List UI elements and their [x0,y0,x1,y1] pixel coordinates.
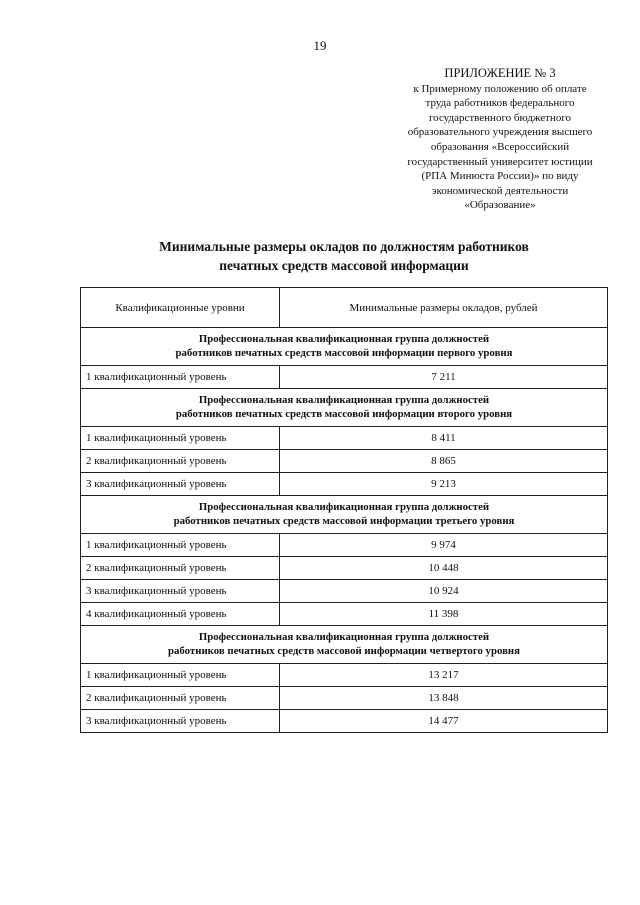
group-header [81,496,608,534]
table-row [81,473,608,496]
level-cell: 2 квалификационный уровень [81,687,280,710]
table-row [81,450,608,473]
salary-cell: 10 448 [280,557,608,580]
table-row [81,427,608,450]
table-row [81,580,608,603]
header-salary: Минимальные размеры окладов, рублей [280,288,608,328]
level-cell: 1 квалификационный уровень [81,534,280,557]
document-title-line: Минимальные размеры окладов по должностям работников [159,239,529,254]
group-header-line: Профессиональная квалификационная группа должностей [198,394,490,406]
salary-table [80,287,608,733]
salary-cell: 7 211 [280,366,608,389]
level-cell: 1 квалификационный уровень [81,427,280,450]
level-cell: 4 квалификационный уровень [81,603,280,626]
group-header-row [81,496,608,534]
group-header-row [81,626,608,664]
level-cell: 2 квалификационный уровень [81,450,280,473]
appendix-line: «Образование» [464,199,536,212]
group-header [81,328,608,366]
group-header [81,389,608,427]
table-row [81,557,608,580]
table-row [81,603,608,626]
salary-cell: 8 411 [280,427,608,450]
level-cell: 3 квалификационный уровень [81,580,280,603]
salary-cell: 9 213 [280,473,608,496]
level-cell: 1 квалификационный уровень [81,366,280,389]
salary-cell: 8 865 [280,450,608,473]
salary-cell: 13 217 [280,664,608,687]
appendix-title: ПРИЛОЖЕНИЕ № 3 [444,66,556,80]
level-cell: 1 квалификационный уровень [81,664,280,687]
group-header-line: работников печатных средств массовой информации второго уровня [175,408,513,420]
table-header-row [81,288,608,328]
group-header-line: работников печатных средств массовой информации третьего уровня [173,515,515,527]
table-row [81,664,608,687]
group-header [81,626,608,664]
group-header-line: Профессиональная квалификационная группа должностей [198,333,490,345]
appendix-line: образования «Всероссийский [430,140,570,153]
table-row [81,710,608,733]
group-header-line: Профессиональная квалификационная группа должностей [198,631,490,643]
group-header-line: работников печатных средств массовой информации первого уровня [175,347,513,359]
salary-cell: 13 848 [280,687,608,710]
salary-cell: 10 924 [280,580,608,603]
level-cell: 3 квалификационный уровень [81,473,280,496]
page-number: 19 [313,38,327,53]
level-cell: 3 квалификационный уровень [81,710,280,733]
salary-cell: 14 477 [280,710,608,733]
appendix-line: образовательного учреждения высшего [407,126,593,139]
header-level: Квалификационные уровни [81,288,280,328]
salary-cell: 11 398 [280,603,608,626]
appendix-line: экономической деятельности [431,184,569,197]
appendix-line: государственный университет юстиции [407,155,593,168]
appendix-line: труда работников федерального [425,97,575,110]
group-header-row [81,328,608,366]
salary-cell: 9 974 [280,534,608,557]
appendix-line: государственного бюджетного [428,111,572,124]
group-header-line: работников печатных средств массовой информации четвертого уровня [168,645,520,657]
group-header-row [81,389,608,427]
appendix-line: (РПА Минюста России)» по виду [421,170,579,183]
document-title [80,237,608,275]
level-cell: 2 квалификационный уровень [81,557,280,580]
appendix-block [380,66,620,213]
appendix-line: к Примерному положению об оплате [413,82,587,95]
group-header-line: Профессиональная квалификационная группа должностей [198,501,490,513]
table-row [81,687,608,710]
document-title-line: печатных средств массовой информации [219,258,469,273]
table-row [81,534,608,557]
table-row [81,366,608,389]
